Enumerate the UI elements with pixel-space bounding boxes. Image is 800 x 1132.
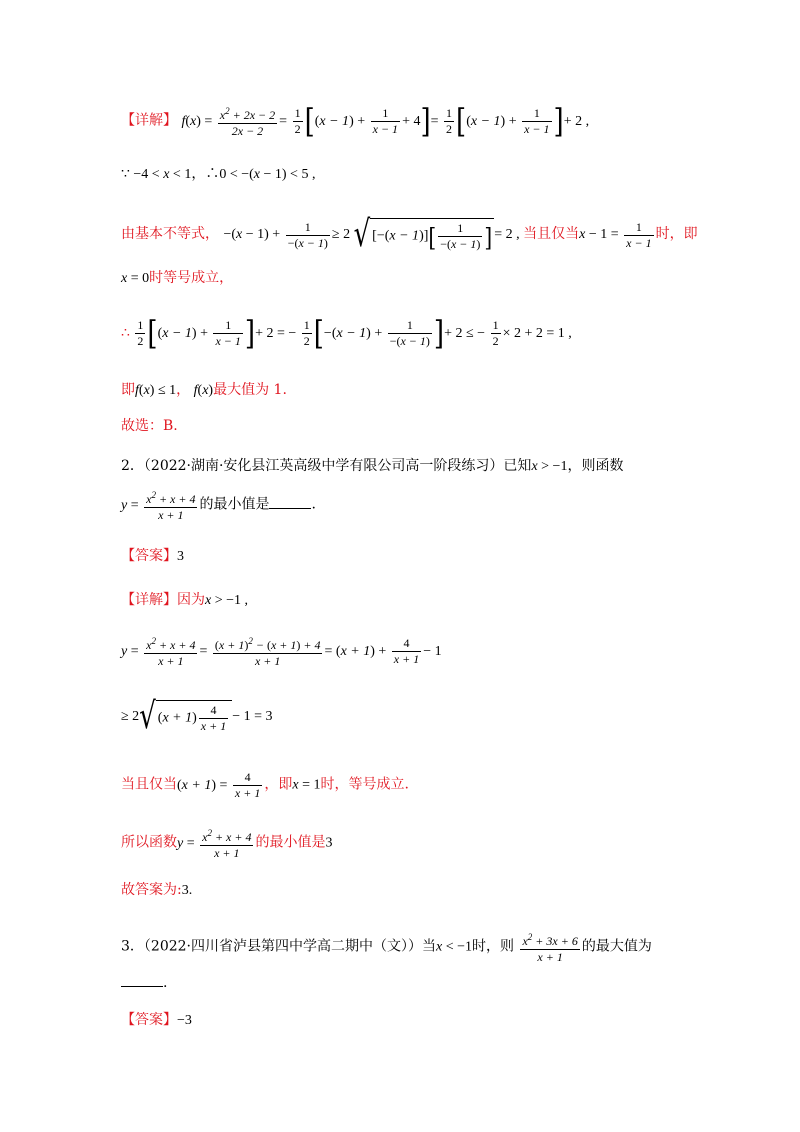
answer-blank [269,494,311,509]
q1-ineq-line: 由基本不等式， −(x − 1) + $\frac{1}{-(x - 1)}$ ≥ 2 √ [−(x − 1)][ $\frac{1}{-(x - 1)}$ ] = 2 , 当且仅当x − 1 = $\frac{1}{x - 1}$ 时，即 [121,214,698,256]
q2-detail-line: 【详解】因为x > −1 , [121,592,249,608]
q2-stem-line2: y = $\frac{x^2 + x + 4}{x + 1}$ 的最小值是 . [121,490,316,522]
q3-stem-line1: 3．（2022·四川省泸县第四中学高二期中（文））当x < −1时，则 $\frac{x^2 + 3x + 6}{x + 1}$ 的最大值为 [121,932,652,964]
q1-detail-formula: 【详解】 f(x) = $\frac{x^2 + 2x - 2}{2x - 2}$ = $\frac{1}{2}$ [(x − 1) + $\frac{1}{x - 1}$ + 4]= $\frac{1}{2}$ [(x − 1) + $\frac{1}{x - 1}$ ]+ 2 , [121,102,590,141]
q1-conclusion-line: 即f(x) ≤ 1， f(x)最大值为 1. [121,382,287,398]
q2-transform-line: y = $\frac{x^2 + x + 4}{x + 1}$ = $\frac{(x + 1)^2 - (x + 1) + 4}{x + 1}$ = (x + 1) + $\frac{4}{x + 1}$ − 1 [121,636,442,668]
q2-ineq-line: ≥ 2√ (x + 1) $\frac{4}{x + 1}$ − 1 = 3 [121,696,273,738]
q2-final-line: 故答案为:3. [121,882,193,898]
q3-stem-line2: . [121,972,740,993]
q1-therefore-line: ∴ $\frac{1}{2}$ [(x − 1) + $\frac{1}{x - 1}$ ]+ 2 = − $\frac{1}{2}$ [−(x − 1) + $\frac{1}{-(x - 1)}$ ]+ 2 ≤ − $\frac{1}{2}$ × 2 + 2 = 1 , [121,314,572,353]
q2-min-line: 所以函数y = $\frac{x^2 + x + 4}{x + 1}$ 的最小值是3 [121,828,333,860]
q2-stem-line1: 2．（2022·湖南·安化县江英高级中学有限公司高一阶段练习）已知x > −1，则函数 [121,458,624,474]
answer-blank [121,972,163,987]
q1-range-line: ∵ −4 < x < 1，∴0 < −(x − 1) < 5 , [121,166,316,182]
detail-label: 【详解】 [121,112,177,129]
q2-iff-line: 当且仅当(x + 1) = $\frac{4}{x + 1}$ ，即x = 1时，等号成立. [121,770,409,800]
q1-x0-line: x = 0时等号成立， [121,270,234,286]
q2-answer-line: 【答案】3 [121,548,184,564]
q1-choose-line: 故选：B. [121,418,178,434]
q3-answer-line: 【答案】−3 [121,1012,192,1028]
